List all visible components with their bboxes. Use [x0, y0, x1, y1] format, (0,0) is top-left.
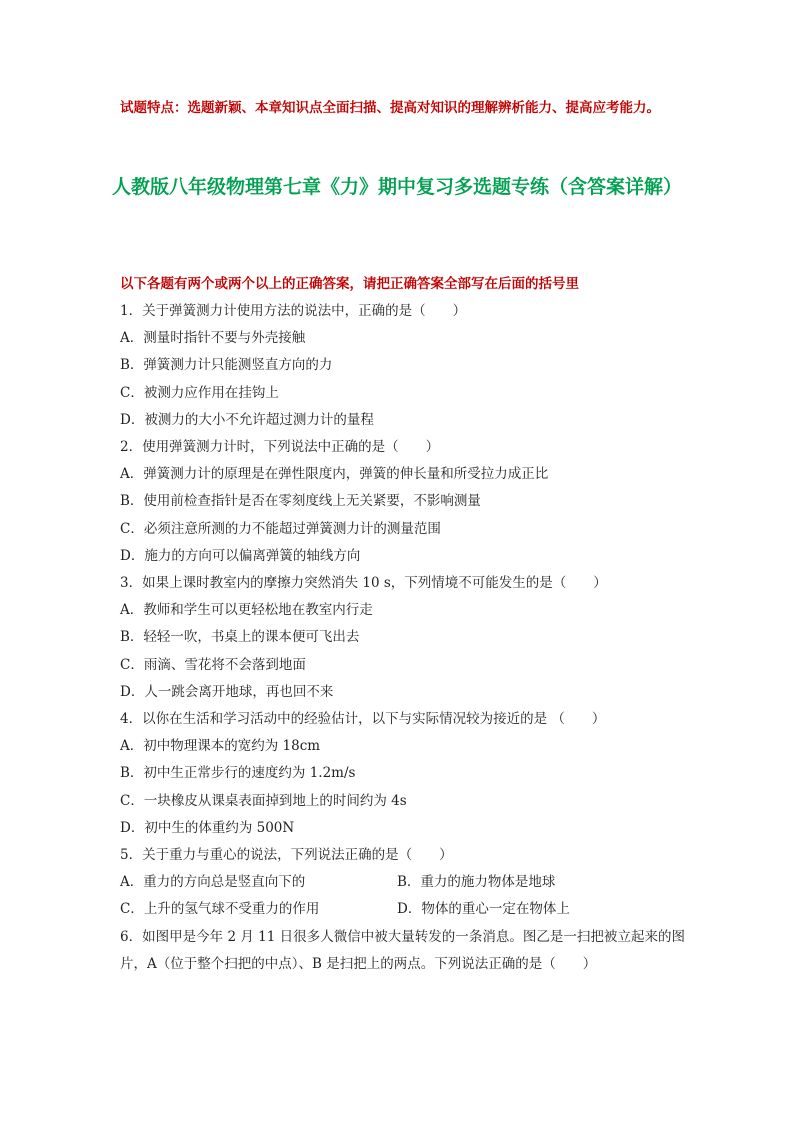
option-d: D．施力的方向可以偏离弹簧的轴线方向	[120, 547, 361, 564]
question-stem: 2．使用弹簧测力计时，下列说法中正确的是（ ）	[120, 439, 440, 456]
option-d: D．初中生的体重约为 500N	[120, 819, 295, 836]
option-a: A．测量时指针不要与外壳接触	[120, 330, 306, 347]
option-d: D．被测力的大小不允许超过测力计的量程	[120, 411, 374, 428]
question-stem: 3．如果上课时教室内的摩擦力突然消失 10 s，下列情境不可能发生的是（ ）	[120, 575, 607, 592]
question-3	[120, 570, 685, 706]
question-stem: 1．关于弹簧测力计使用方法的说法中，正确的是（ ）	[120, 303, 467, 319]
option-b: B．初中生正常步行的速度约为 1.2m/s	[120, 765, 356, 782]
question-1	[120, 298, 685, 434]
question-stem: 4．以你在生活和学习活动中的经验估计，以下与实际情况较为接近的是 （ ）	[120, 711, 606, 728]
option-a: A．弹簧测力计的原理是在弹性限度内，弹簧的伸长量和所受拉力成正比	[120, 466, 549, 483]
option-d: D．人一跳会离开地球，再也回不来	[120, 683, 334, 700]
option-b: B．重力的施力物体是地球	[397, 874, 556, 891]
option-a: A．重力的方向总是竖直向下的	[120, 874, 306, 891]
option-c: C．必须注意所测的力不能超过弹簧测力计的测量范围	[120, 520, 441, 537]
question-5	[120, 842, 685, 924]
option-a: A．教师和学生可以更轻松地在教室内行走	[120, 602, 373, 619]
option-c: C．雨滴、雪花将不会落到地面	[120, 656, 306, 673]
option-c: C．上升的氢气球不受重力的作用	[120, 901, 320, 918]
question-6	[120, 924, 685, 978]
option-d: D．物体的重心一定在物体上	[397, 901, 570, 918]
option-a: A．初中物理课本的宽约为 18cm	[120, 738, 321, 755]
question-4	[120, 706, 685, 842]
question-stem: 5．关于重力与重心的说法，下列说法正确的是（ ）	[120, 847, 453, 864]
page-title: 人教版八年级物理第七章《力》期中复习多选题专练（含答案详解）	[111, 176, 682, 198]
question-2	[120, 434, 685, 570]
feature-note: 试题特点：选题新颖、本章知识点全面扫描、提高对知识的理解辨析能力、提高应考能力。	[120, 100, 660, 116]
question-stem: 6．如图甲是今年 2 月 11 日很多人微信中被大量转发的一条消息。图乙是一扫把被立起来的图片，A（位于整个扫把的中点）、B 是扫把上的两点。下列说法正确的是（ ）	[120, 928, 685, 972]
option-b: B．使用前检查指针是否在零刻度线上无关紧要，不影响测量	[120, 493, 481, 510]
option-b: B．弹簧测力计只能测竖直方向的力	[120, 357, 333, 374]
instruction-text: 以下各题有两个或两个以上的正确答案，请把正确答案全部写在后面的括号里	[120, 276, 579, 292]
option-c: C．一块橡皮从课桌表面掉到地上的时间约为 4s	[120, 792, 407, 809]
option-row	[120, 869, 685, 896]
option-b: B．轻轻一吹，书桌上的课本便可飞出去	[120, 629, 360, 646]
question-list	[120, 298, 685, 978]
option-c: C．被测力应作用在挂钩上	[120, 384, 279, 401]
option-row	[120, 896, 685, 923]
